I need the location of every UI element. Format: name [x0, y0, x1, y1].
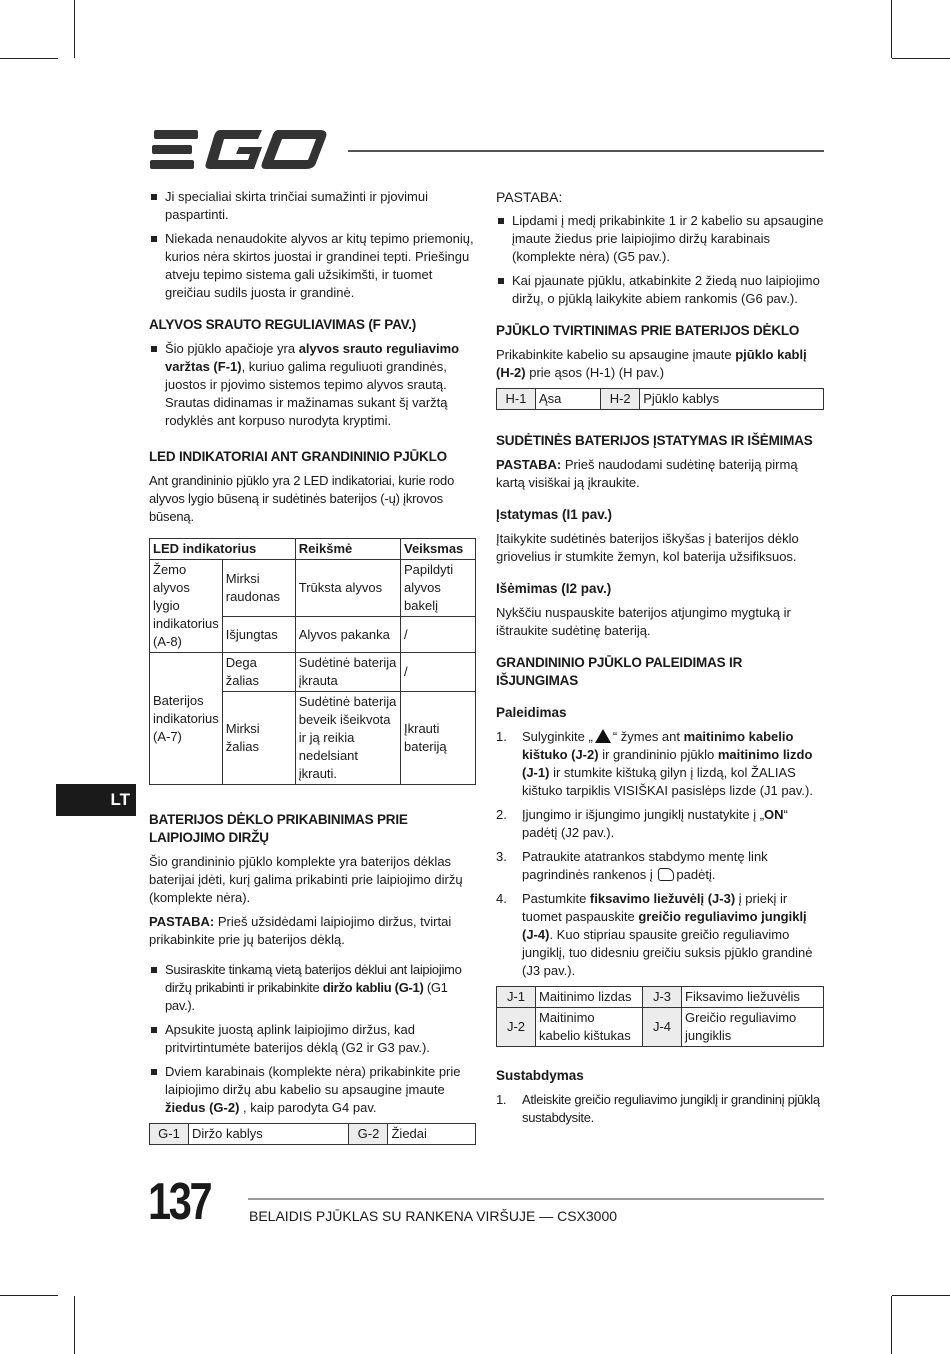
j-legend-table: [496, 986, 824, 1047]
table-cell: /: [401, 653, 476, 692]
table-cell: Įkrauti bateriją: [401, 692, 476, 785]
table-row: [150, 653, 476, 692]
section-heading-led: LED INDIKATORIAI ANT GRANDININIO PJŪKLO: [149, 449, 447, 464]
ego-logo: [150, 128, 330, 172]
subheading-remove: Išėmimas (I2 pav.): [496, 581, 612, 596]
table-cell: /: [401, 617, 476, 653]
hand-icon: [658, 868, 674, 881]
table-row: [150, 1124, 476, 1145]
battery-holder-bullets: [149, 961, 476, 1117]
list-item: Apsukite juostą aplink laipiojimo diržus, kad pritvirtintumėte baterijos dėklą (G2 ir G3 pav.).: [149, 1021, 476, 1057]
remove-text: Nykščiu nuspauskite baterijos atjungimo mygtuką ir ištraukite sudėtinę bateriją.: [496, 605, 791, 638]
table-cell: Ąsa: [536, 389, 601, 410]
battery-holder-note: PASTABA: Prieš užsidėdami laipiojimo diržus, tvirtai prikabinkite prie jų baterijos dėklą.: [149, 914, 452, 947]
table-cell: Dega žalias: [222, 653, 295, 692]
list-item: 3. Patraukite atatrankos stabdymo mentę link pagrindinės rankenos į padėtį.: [496, 849, 768, 882]
table-header: Reikšmė: [295, 539, 400, 560]
footer-title: BELAIDIS PJŪKLAS SU RANKENA VIRŠUJE — CSX3000: [249, 1208, 618, 1224]
list-item: Dviem karabinais (komplekte nėra) prikabinkite prie laipiojimo diržų abu kabelio su apsaugine įmaute žiedus (G-2) , kaip parodyta G4 pav.: [149, 1063, 476, 1117]
table-cell: Fiksavimo liežuvėlis: [682, 987, 824, 1008]
crop-mark: [74, 0, 75, 58]
led-table: [149, 538, 476, 785]
table-cell: J-4: [643, 1008, 682, 1047]
table-cell: Maitinimo kabelio kištukas: [536, 1008, 643, 1047]
table-cell: H-1: [497, 389, 536, 410]
section-heading-battery-holder: BATERIJOS DĖKLO PRIKABINIMAS PRIE LAIPIOJIMO DIRŽŲ: [149, 812, 408, 845]
crop-mark: [0, 1295, 58, 1296]
list-item: 1. Sulyginkite „ “ žymes ant maitinimo kabelio kištuko (J-2) ir grandininio pjūklo maitinimo lizdo (J-1) ir stumkite kištuką gilyn į lizdą, kol ŽALIAS kištuko tarpiklis VISIŠKAI pasislėps lizde (J1 pav.).: [496, 729, 813, 798]
list-item: Susiraskite tinkamą vietą baterijos dėklui ant laipiojimo diržų prikabinti ir prikabinkite diržo kabliu (G-1) (G1 pav.).: [149, 961, 476, 1015]
table-row: [497, 987, 824, 1008]
table-cell: J-1: [497, 987, 536, 1008]
table-cell: Greičio reguliavimo jungiklis: [682, 1008, 824, 1047]
left-column: [149, 188, 476, 1153]
logo-text: EGO: [150, 128, 153, 129]
table-cell: Žiedai: [388, 1124, 476, 1145]
language-tab: LT: [56, 784, 136, 816]
list-item: 4. Pastumkite fiksavimo liežuvėlį (J-3) į priekį ir tuomet paspauskite greičio reguliavimo jungiklį (J-4). Kuo stipriau spausite greičio reguliavimo jungiklį, tuo didesniu greičiu suksis pjūklo grandinė (J3 pav.).: [496, 891, 813, 978]
note-heading: PASTABA:: [496, 189, 563, 205]
table-cell: Papildyti alyvos bakelį: [401, 560, 476, 617]
table-cell: Diržo kablys: [189, 1124, 349, 1145]
list-item: Kai pjaunate pjūklu, atkabinkite 2 žiedą nuo laipiojimo diržų, o pjūklą laikykite abiem rankomis (G6 pav.).: [496, 272, 824, 308]
subheading-install: Įstatymas (I1 pav.): [496, 507, 613, 522]
table-cell: Baterijos indikatorius (A-7): [150, 653, 223, 785]
crop-mark: [892, 58, 950, 59]
table-cell: Alyvos pakanka: [295, 617, 400, 653]
table-cell: J-3: [643, 987, 682, 1008]
table-cell: Pjūklo kablys: [640, 389, 824, 410]
install-note: PASTABA: Prieš naudodami sudėtinę bateriją pirmą kartą visiškai ją įkraukite.: [496, 457, 798, 490]
table-row: [497, 1008, 824, 1047]
subheading-stop: Sustabdymas: [496, 1068, 584, 1083]
table-header-row: [150, 539, 476, 560]
footer-rule: [248, 1198, 824, 1200]
crop-mark: [891, 0, 892, 58]
list-item: Lipdami į medį prikabinkite 1 ir 2 kabelio su apsaugine įmaute žiedus prie laipiojimo diržų karabinais (komplekte nėra) (G5 pav.).: [496, 212, 824, 266]
right-column: [496, 188, 824, 1133]
stop-steps: [496, 1091, 824, 1127]
list-item: Niekada nenaudokite alyvos ar kitų tepimo priemonių, kurios nėra skirtos juostai ir grandinei tepti. Priešingu atveju tepimo sistema gali užsikimšti, ir tuomet greičiau sudils juosta ir grandinė.: [149, 230, 476, 302]
crop-mark: [0, 58, 58, 59]
table-header: LED indikatorius: [150, 539, 296, 560]
table-cell: Mirksi raudonas: [222, 560, 295, 617]
page-number: 137: [148, 1173, 211, 1231]
section-heading-oil-flow: ALYVOS SRAUTO REGULIAVIMAS (F PAV.): [149, 317, 417, 332]
note-bullets: [496, 212, 824, 308]
attach-text: Prikabinkite kabelio su apsaugine įmaute pjūklo kablį (H-2) prie ąsos (H-1) (H pav.): [496, 347, 807, 380]
table-cell: Žemo alyvos lygio indikatorius (A-8): [150, 560, 223, 653]
section-heading-start-stop: GRANDININIO PJŪKLO PALEIDIMAS IR IŠJUNGIMAS: [496, 655, 743, 688]
subheading-start: Paleidimas: [496, 705, 567, 720]
list-item: Šio pjūklo apačioje yra alyvos srauto reguliavimo varžtas (F-1), kuriuo galima reguliuoti grandinės, juostos ir pjovimo sistemos tepimo alyvos srautą. Srautas didinamas ir mažinamas sukant šį varžtą rodyklės ant korpuso nurodyta kryptimi.: [149, 340, 476, 430]
h-legend-table: [496, 388, 824, 410]
intro-bullets: [149, 188, 476, 302]
install-text: Įtaikykite sudėtinės baterijos iškyšas į baterijos dėklo griovelius ir stumkite žemyn, kol baterija užsifiksuos.: [496, 531, 799, 564]
crop-mark: [891, 1296, 892, 1354]
g-legend-table: [149, 1123, 476, 1145]
list-item: 1. Atleiskite greičio reguliavimo jungiklį ir grandininį pjūklą sustabdysite.: [496, 1092, 820, 1125]
table-cell: Sudėtinė baterija beveik išeikvota ir ją reikia nedelsiant įkrauti.: [295, 692, 400, 785]
header-rule: [348, 150, 824, 152]
table-cell: Mirksi žalias: [222, 692, 295, 785]
table-cell: Sudėtinė baterija įkrauta: [295, 653, 400, 692]
crop-mark: [892, 1295, 950, 1296]
table-cell: Trūksta alyvos: [295, 560, 400, 617]
table-cell: G-1: [150, 1124, 189, 1145]
start-steps: [496, 728, 824, 980]
table-header: Veiksmas: [401, 539, 476, 560]
list-item: Ji specialiai skirta trinčiai sumažinti ir pjovimui paspartinti.: [149, 188, 476, 224]
section-heading-attach: PJŪKLO TVIRTINIMAS PRIE BATERIJOS DĖKLO: [496, 323, 800, 338]
oil-flow-bullets: [149, 340, 476, 430]
table-cell: G-2: [349, 1124, 388, 1145]
led-text: Ant grandininio pjūklo yra 2 LED indikatoriai, kurie rodo alyvos lygio būseną ir sudėtinės baterijos (-ų) įkrovos būseną.: [149, 473, 455, 524]
table-cell: Maitinimo lizdas: [536, 987, 643, 1008]
table-row: [150, 560, 476, 617]
table-cell: J-2: [497, 1008, 536, 1047]
list-item: 2. Įjungimo ir išjungimo jungiklį nustatykite į „ON“ padėtį (J2 pav.).: [496, 807, 788, 840]
triangle-icon: [595, 729, 611, 743]
table-cell: H-2: [601, 389, 640, 410]
crop-mark: [74, 1296, 75, 1354]
section-heading-install: SUDĖTINĖS BATERIJOS ĮSTATYMAS IR IŠĖMIMAS: [496, 433, 813, 448]
battery-holder-text: Šio grandininio pjūklo komplekte yra baterijos dėklas baterijai įdėti, kurį galima prikabinti prie laipiojimo diržų (komplekte nėra).: [149, 854, 463, 905]
table-row: [497, 389, 824, 410]
table-cell: Išjungtas: [222, 617, 295, 653]
